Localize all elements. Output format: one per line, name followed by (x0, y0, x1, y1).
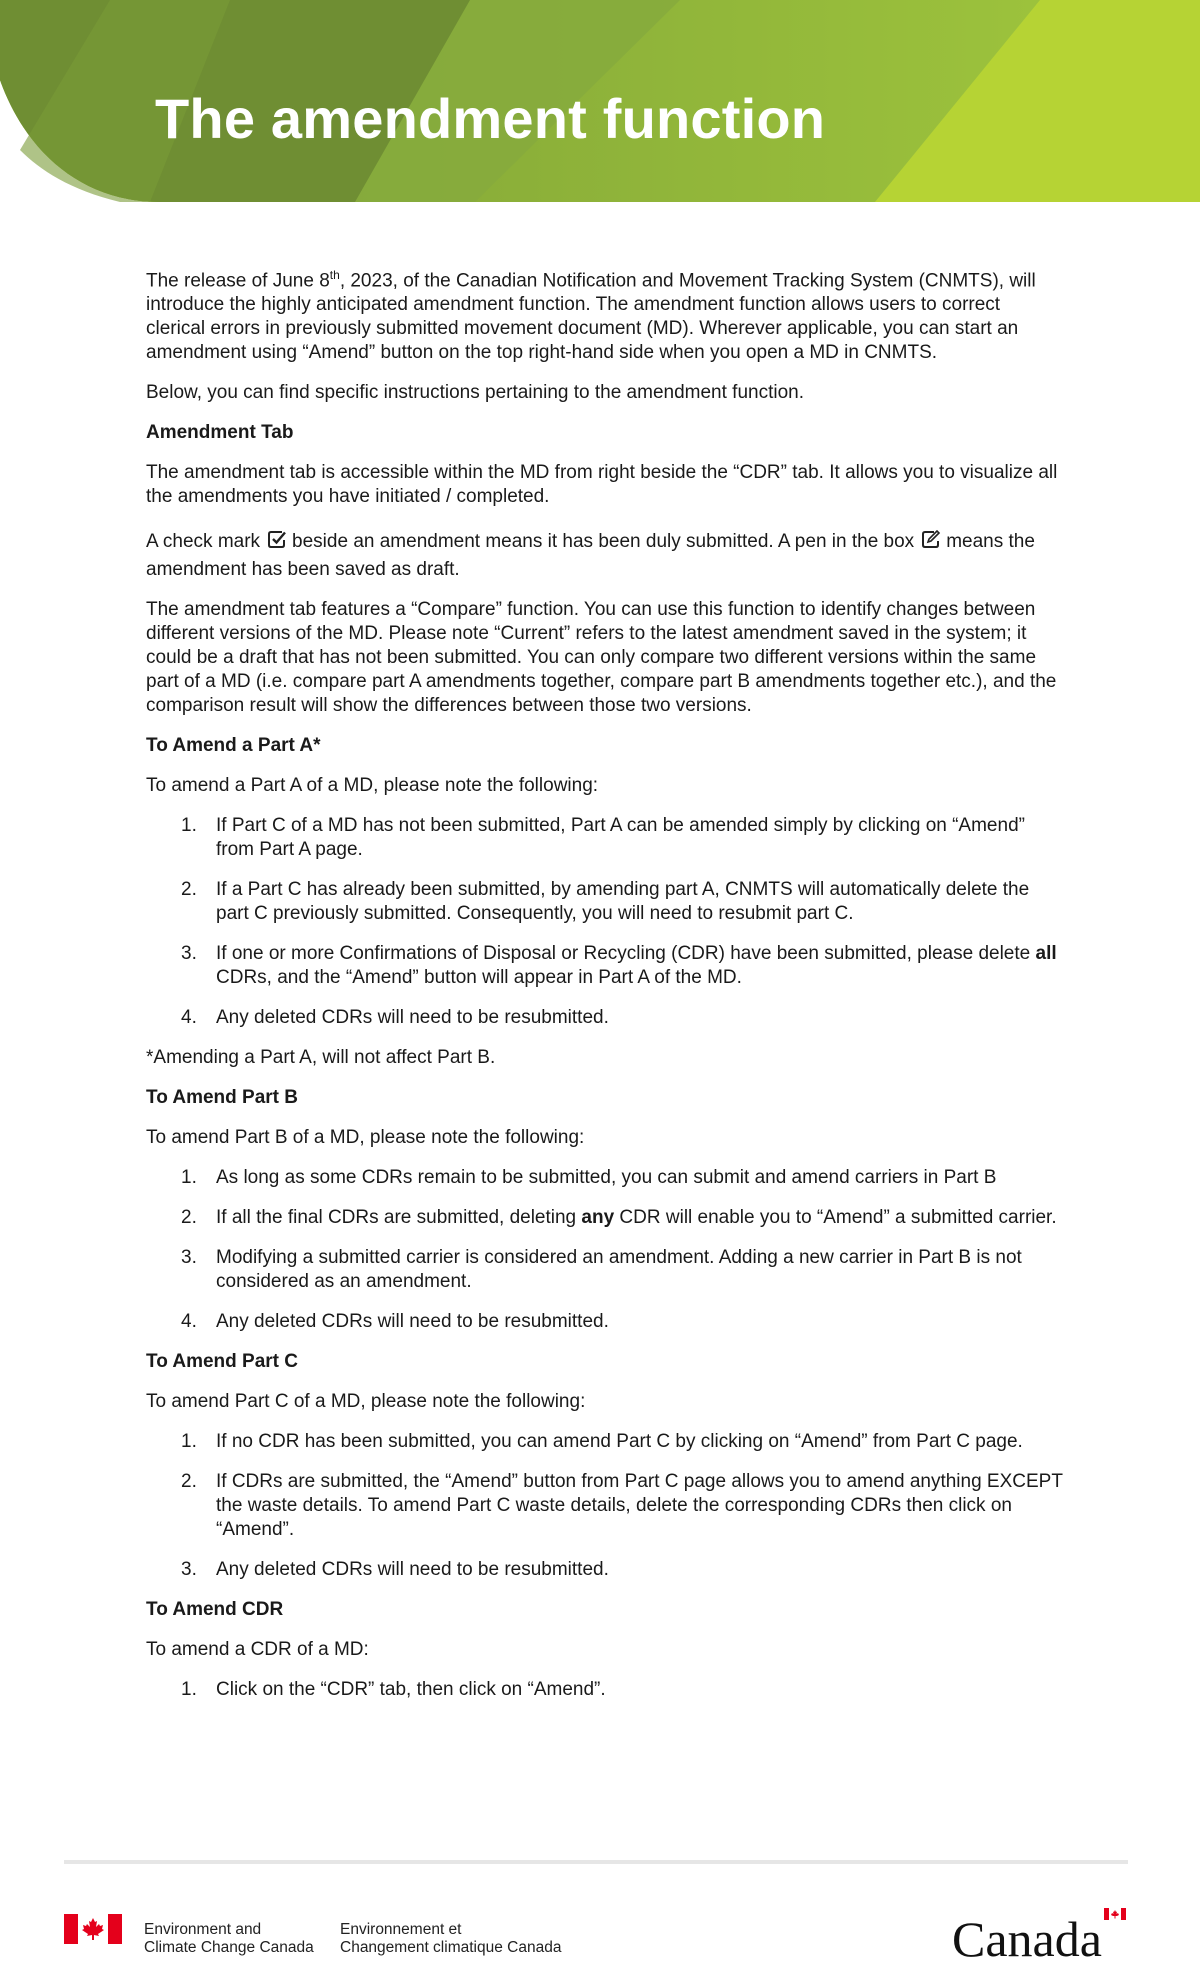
page-title: The amendment function (155, 87, 826, 150)
section-heading-amendment-tab: Amendment Tab (146, 422, 294, 444)
part-a-note: *Amending a Part A, will not affect Part B. (146, 1047, 496, 1069)
amendment-tab-paragraph: The amendment tab is accessible within the MD from right beside the “CDR” tab. It allows you to visualize all the amendments you have initiated / completed. (146, 462, 1058, 508)
section-heading-part-b: To Amend Part B (146, 1087, 299, 1109)
footer-divider (64, 1860, 1128, 1864)
document-body (146, 263, 1064, 1718)
canada-wordmark-text: Canada (952, 1911, 1102, 1964)
part-c-intro: To amend Part C of a MD, please note the following: (146, 1391, 586, 1413)
list-item: 3. If one or more Confirmations of Disposal or Recycling (CDR) have been submitted, please delete all CDRs, and the “Amend” button will appear in Part A of the MD. (181, 943, 1057, 989)
department-name-english: Environment and Climate Change Canada (144, 1921, 314, 1956)
list-item: 3. Modifying a submitted carrier is considered an amendment. Adding a new carrier in Part B is not considered as an amendment. (181, 1247, 1022, 1293)
header-banner (0, 0, 1200, 202)
intro-paragraph: The release of June 8th, 2023, of the Canadian Notification and Movement Tracking System (CNMTS), will introduce the highly anticipated amendment function. The amendment function allows users to correct clerical errors in previously submitted movement document (MD). Wherever applicable, you can start an amendment using “Amend” button on the top right-hand side when you open a MD in CNMTS. (146, 268, 1036, 364)
list-item: 2. If CDRs are submitted, the “Amend” button from Part C page allows you to amend anything EXCEPT the waste details. To amend Part C waste details, delete the corresponding CDRs then click on “Amend”. (181, 1471, 1063, 1541)
part-b-list (146, 1166, 1064, 1334)
list-item: 1. Click on the “CDR” tab, then click on “Amend”. (181, 1679, 606, 1701)
cdr-intro: To amend a CDR of a MD: (146, 1639, 369, 1661)
intro-paragraph-2: Below, you can find specific instructions pertaining to the amendment function. (146, 382, 804, 404)
section-heading-part-c: To Amend Part C (146, 1351, 299, 1373)
list-item: 2. If a Part C has already been submitted, by amending part A, CNMTS will automatically delete the part C previously submitted. Consequently, you will need to resubmit part C. (181, 879, 1030, 925)
checkmark-box-icon (266, 529, 288, 558)
part-b-intro: To amend Part B of a MD, please note the following: (146, 1127, 585, 1149)
department-name-french: Environnement et Changement climatique Canada (340, 1921, 562, 1956)
list-item: 1. As long as some CDRs remain to be submitted, you can submit and amend carriers in Part B (181, 1167, 997, 1189)
list-item: 1. If no CDR has been submitted, you can amend Part C by clicking on “Amend” from Part C page. (181, 1431, 1023, 1453)
part-a-list (146, 814, 1064, 1030)
part-c-list (146, 1430, 1064, 1582)
canada-flag-icon (64, 1914, 122, 1949)
compare-paragraph: The amendment tab features a “Compare” function. You can use this function to identify changes between different versions of the MD. Please note “Current” refers to the latest amendment saved in the system; it could be a draft that has not been submitted. You can only compare two different versions within the same part of a MD (i.e. compare part A amendments together, compare part B amendments together etc.), and the comparison result will show the differences between those two versions. (146, 599, 1057, 717)
section-heading-cdr: To Amend CDR (146, 1599, 284, 1621)
section-heading-part-a: To Amend a Part A* (146, 735, 321, 757)
list-item: 4. Any deleted CDRs will need to be resubmitted. (181, 1007, 609, 1029)
part-a-intro: To amend a Part A of a MD, please note the following: (146, 775, 599, 797)
list-item: 2. If all the final CDRs are submitted, deleting any CDR will enable you to “Amend” a submitted carrier. (181, 1207, 1057, 1229)
list-item: 4. Any deleted CDRs will need to be resubmitted. (181, 1311, 609, 1333)
list-item: 1. If Part C of a MD has not been submitted, Part A can be amended simply by clicking on “Amend” from Part A page. (181, 815, 1025, 861)
cdr-list (146, 1678, 1064, 1702)
pen-box-icon (920, 529, 942, 558)
amendment-tab-icons-paragraph: A check mark beside an amendment means it has been duly submitted. A pen in the box means the amendment has been saved as draft. (146, 531, 1035, 581)
canada-wordmark-flag-icon (1104, 1908, 1126, 1920)
list-item: 3. Any deleted CDRs will need to be resubmitted. (181, 1559, 609, 1581)
canada-wordmark (952, 1906, 1132, 1969)
